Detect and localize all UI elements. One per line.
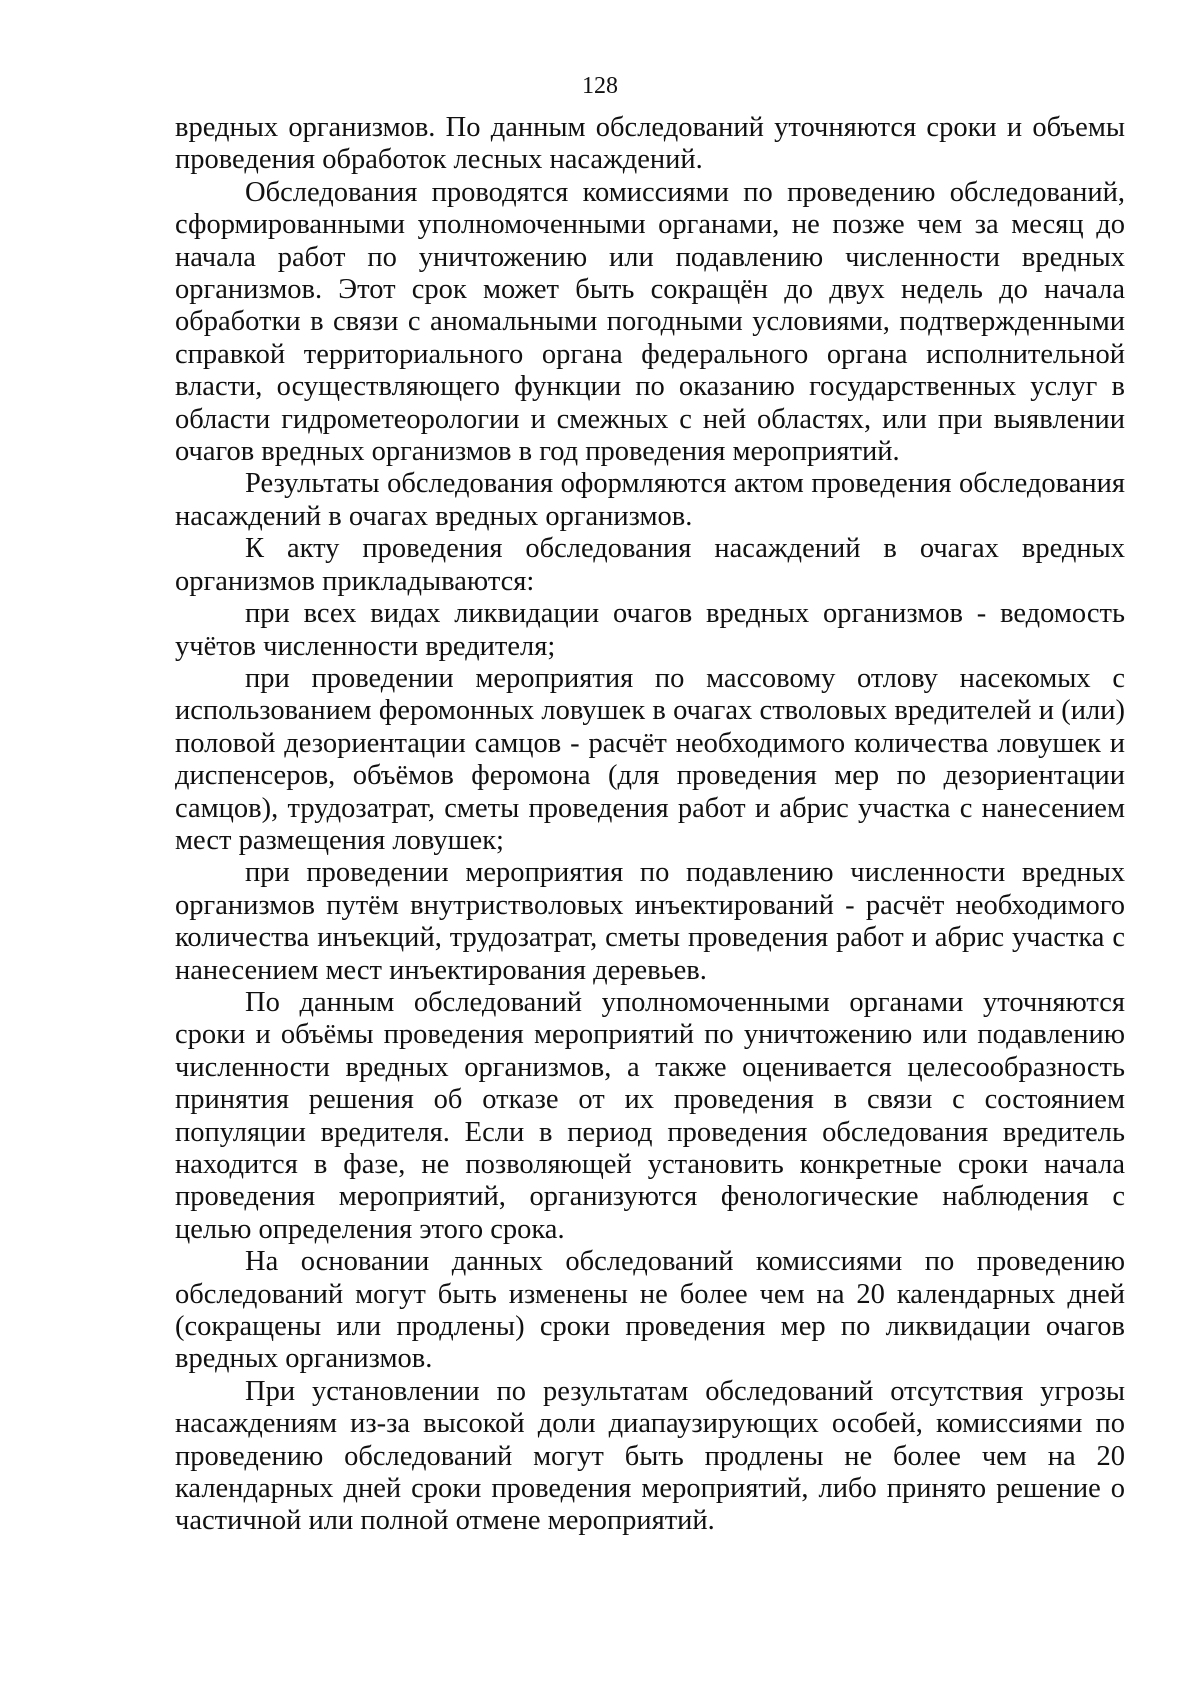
paragraph-diapause: При установлении по результатам обследований отсутствия угрозы насаждениям из-за высокой доли диапаузирующих особей, комиссиями по проведению обследований могут быть продлены не более чем на 20 календарных дней сроки проведения мероприятий, либо принято решение о частичной или полной отмене мероприятий. <box>175 1375 1125 1537</box>
paragraph-timing-refinement: По данным обследований уполномоченными органами уточняются сроки и объёмы проведения мероприятий по уничтожению или подавлению численности вредных организмов, а также оценивается целесообразность принятия решения об отказе от их проведения в связи с состоянием популяции вредителя. Если в период проведения обследования вредитель находится в фазе, не позволяющей установить конкретные сроки начала проведения мероприятий, организуются фенологические наблюдения с целью определения этого срока. <box>175 986 1125 1245</box>
paragraph-term-change: На основании данных обследований комиссиями по проведению обследований могут быть изменены не более чем на 20 календарных дней (сокращены или продлены) сроки проведения мер по ликвидации очагов вредных организмов. <box>175 1246 1125 1375</box>
paragraph-survey-commissions: Обследования проводятся комиссиями по проведению обследований, сформированными уполномоченными органами, не позже чем за месяц до начала работ по уничтожению или подавлению численности вредных организмов. Этот срок может быть сокращён до двух недель до начала обработки в связи с аномальными погодными условиями, подтвержденными справкой территориального органа федерального органа исполнительной власти, осуществляющего функции по оказанию государственных услуг в области гидрометеорологии и смежных с ней областях, или при выявлении очагов вредных организмов в год проведения мероприятий. <box>175 176 1125 468</box>
page-number: 128 <box>582 73 618 99</box>
paragraph-attachment-injections: при проведении мероприятия по подавлению численности вредных организмов путём внутриствoловых инъектирований - расчёт необходимого количества инъекций, трудозатрат, сметы проведения работ и абрис участка с нанесением мест инъектирования деревьев. <box>175 857 1125 986</box>
paragraph-act-attachments: К акту проведения обследования насаждений в очагах вредных организмов прикладываются: <box>175 533 1125 597</box>
paragraph-survey-results: Результаты обследования оформляются актом проведения обследования насаждений в очагах вредных организмов. <box>175 468 1125 532</box>
paragraph-attachment-pheromone-traps: при проведении мероприятия по массовому отлову насекомых с использованием феромонных ловушек в очагах стволовых вредителей и (или) половой дезориентации самцов - расчёт необходимого количества ловушек и диспенсеров, объёмов феромона (для проведения мер по дезориентации самцов), трудозатрат, сметы проведения работ и абрис участка с нанесением мест размещения ловушек; <box>175 662 1125 856</box>
document-body <box>175 112 1125 1538</box>
paragraph-continuation: вредных организмов. По данным обследований уточняются сроки и объемы проведения обработок лесных насаждений. <box>175 112 1125 176</box>
paragraph-attachment-pest-count: при всех видах ликвидации очагов вредных организмов - ведомость учётов численности вредителя; <box>175 598 1125 662</box>
